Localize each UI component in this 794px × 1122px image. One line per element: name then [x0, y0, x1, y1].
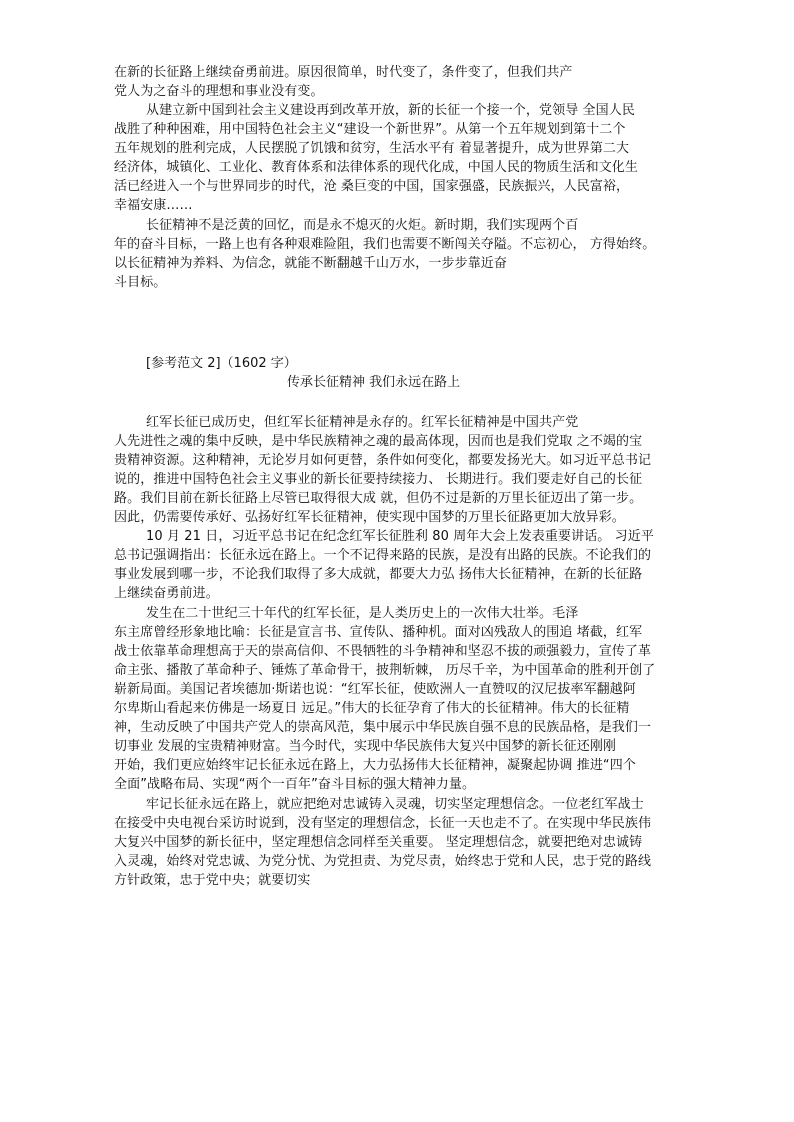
text-line: 路。我们目前在新长征路上尽管已取得很大成 就，但仍不过是新的万里长征迈出了第一步。 [114, 491, 643, 506]
essay-title: 传承长征精神 我们永远在路上 [287, 375, 461, 390]
text-line: 年的奋斗目标，一路上也有各种艰难险阻，我们也需要不断闯关夺隘。不忘初心， 方得始终。 [114, 237, 656, 252]
text-line: 方针政策，忠于党中央；就要切实 [114, 873, 311, 888]
text-line: 尔卑斯山看起来仿佛是一场夏日 远足。”伟大的长征孕育了伟大的长征精神。伟大的长征精 [114, 701, 630, 716]
text-line: 经济体，城镇化、工业化、教育体系和法律体系的现代化成，中国人民的物质生活和文化生 [114, 160, 639, 175]
text-line: 开始，我们更应始终牢记长征永远在路上，大力弘扬伟大长征精神，凝聚起协调 推进“四个 [114, 758, 636, 773]
text-line: 人先进性之魂的集中反映，是中华民族精神之魂的最高体现，因而也是我们党取 之不竭的宝 [114, 434, 643, 449]
text-line: 因此，仍需要传承好、弘扬好红军长征精神，使实现中国梦的万里长征路更加大放异彩。 [114, 510, 625, 525]
text-line: 党人为之奋斗的理想和事业没有变。 [114, 84, 324, 99]
essay-meta: [参考范文 2]（1602 字） [146, 356, 297, 371]
text-line: 在新的长征路上继续奋勇前进。原因很简单，时代变了，条件变了，但我们共产 [114, 65, 573, 80]
text-line: 全面”战略布局、实现“两个一百年”奋斗目标的强大精神力量。 [114, 777, 476, 792]
text-line: 牢记长征永远在路上，就应把绝对忠诚铸入灵魂，切实坚定理想信念。一位老红军战士 [146, 797, 644, 812]
text-line: 红军长征已成历史，但红军长征精神是永存的。红军长征精神是中国共产党 [146, 415, 579, 430]
text-line: 10 月 21 日，习近平总书记在纪念红军长征胜利 80 周年大会上发表重要讲话。 习近平 [146, 529, 654, 544]
text-line: 东主席曾经形象地比喻：长征是宣言书、宣传队、播种机。面对凶残敌人的围追 堵截，红军 [114, 625, 643, 640]
text-line: 活已经进入一个与世界同步的时代，沧 桑巨变的中国，国家强盛，民族振兴，人民富裕， [114, 179, 630, 194]
text-line: 战士依靠革命理想高于天的崇高信仰、不畏牺牲的斗争精神和坚忍不拔的顽强毅力，宣传了革 [114, 644, 652, 659]
text-line: 从建立新中国到社会主义建设再到改革开放，新的长征一个接一个，党领导 全国人民 [146, 103, 635, 118]
text-line: 切事业 发展的宝贵精神财富。当今时代，实现中华民族伟大复兴中国梦的新长征还刚刚 [114, 739, 617, 754]
text-line: 说的，推进中国特色社会主义事业的新长征要持续接力、 长期进行。我们要走好自己的长征 [114, 472, 643, 487]
text-line: 入灵魂，始终对党忠诚、为党分忧、为党担责、为党尽责，始终忠于党和人民，忠于党的路线 [114, 854, 652, 869]
text-line: 事业发展到哪一步，不论我们取得了多大成就，都要大力弘 扬伟大长征精神，在新的长征路 [114, 567, 643, 582]
text-line: 发生在二十世纪三十年代的红军长征，是人类历史上的一次伟大壮举。毛泽 [146, 606, 579, 621]
text-line: 在接受中央电视台采访时说到，没有坚定的理想信念，长征一天也走不了。在实现中华民族伟 [114, 816, 652, 831]
text-line: 长征精神不是泛黄的回忆，而是永不熄灭的火炬。新时期，我们实现两个百 [146, 218, 579, 233]
text-line: 崭新局面。美国记者埃德加·斯诺也说：“红军长征，使欧洲人一直赞叹的汉尼拔率军翻越阿 [114, 682, 636, 697]
text-line: 命主张、播散了革命种子、锤炼了革命骨干，披荆斩棘， 历尽千辛，为中国革命的胜利开创了 [114, 663, 656, 678]
text-line: 幸福安康…… [114, 198, 193, 213]
text-line: 以长征精神为养料、为信念，就能不断翻越千山万水，一步步靠近奋 [114, 256, 508, 271]
text-line: 大复兴中国梦的新长征中，坚定理想信念同样至关重要。 坚定理想信念，就要把绝对忠诚铸 [114, 835, 643, 850]
text-line: 战胜了种种困难，用中国特色社会主义“建设一个新世界”。从第一个五年规划到第十二个 [114, 122, 626, 137]
text-line: 斗目标。 [114, 275, 167, 290]
text-line: 上继续奋勇前进。 [114, 586, 219, 601]
text-line: 神，生动反映了中国共产党人的崇高风范，集中展示中华民族自强不息的民族品格，是我们一 [114, 720, 652, 735]
text-line: 总书记强调指出：长征永远在路上。一个不记得来路的民族，是没有出路的民族。不论我们的 [114, 548, 652, 563]
text-line: 贵精神资源。这种精神，无论岁月如何更替，条件如何变化，都要发扬光大。如习近平总书记 [114, 453, 652, 468]
text-line: 五年规划的胜利完成，人民摆脱了饥饿和贫穷，生活水平有 着显著提升，成为世界第二大 [114, 141, 630, 156]
